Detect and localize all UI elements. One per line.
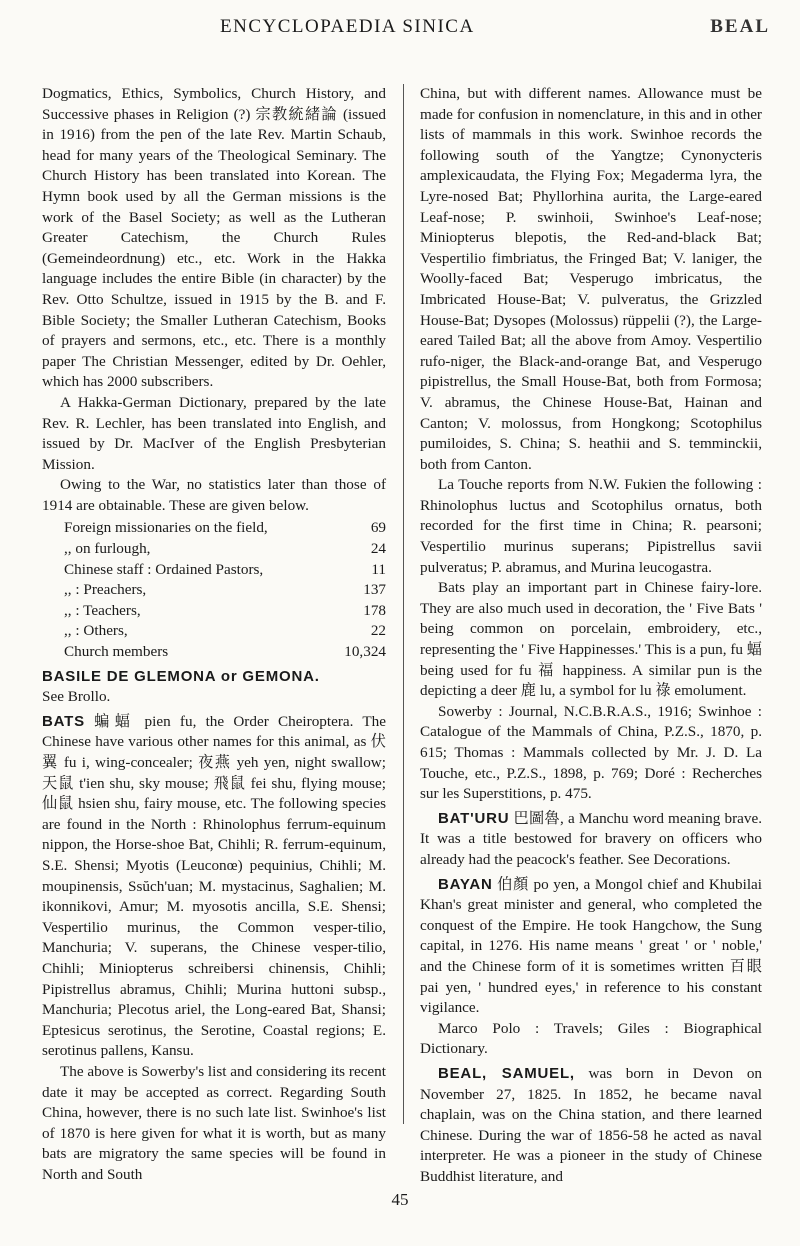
stat-label: ,, : Others, — [64, 622, 128, 640]
table-row — [42, 642, 386, 663]
page-number: 45 — [391, 1190, 409, 1209]
running-word: BEAL — [710, 16, 770, 37]
paragraph-references: Sowerby : Journal, N.C.B.R.A.S., 1916; Swinhoe : Catalogue of the Mammals of China, P.Z.S., 1870, p. 615; Thomas : Mammals collected by Mr. J. D. La Touche, etc., P.Z.S., 1898, p. 769; Doré : Recherches sur les Superstitions, p. 475. — [420, 702, 762, 803]
entry-body: 巴圖魯, a Manchu word meaning brave. It was a title bestowed for bravery on officers who already had the peacock's feather. See Decorations. — [420, 809, 762, 868]
paragraph-dictionary: A Hakka-German Dictionary, prepared by the late Rev. R. Lechler, has been translated into English, and issued by Dr. MacIver of the English Presbyterian Mission. — [42, 393, 386, 473]
entry-body: 伯顏 po yen, a Mongol chief and Khubilai Khan's great minister and general, who completed the conquest of the Empire. He took Hangchow, the Sung capital, in 1276. His name means ' great ' or ' noble,' and the Chinese form of it is sometimes written 百眼 pai yen, ' hundred eyes,' in reference to his constant vigilance. — [420, 875, 762, 1017]
entry-headword: BAYAN — [438, 875, 493, 893]
left-column — [42, 84, 386, 1185]
right-column — [420, 84, 762, 1187]
entry-basile-text: See Brollo. — [42, 688, 111, 706]
stat-label: ,, : Preachers, — [64, 581, 147, 599]
book-title: ENCYCLOPAEDIA SINICA — [220, 16, 475, 37]
entry-beal — [420, 1064, 762, 1188]
table-row — [42, 621, 386, 642]
paragraph-folklore: Bats play an important part in Chinese fairy-lore. They are also much used in decoration, the ' Five Bats ' being common on porcelain, embroidery, etc., representing the ' Five Happinesses.' This is a pun, fu 蝠 being used for fu 福 happiness. A similar pun is the depicting a deer 鹿 lu, a symbol for lu 祿 emolument. — [420, 579, 762, 700]
stat-value: 11 — [371, 560, 386, 578]
entry-bayan-refs: Marco Polo : Travels; Giles : Biographical Dictionary. — [420, 1019, 762, 1058]
stat-value: 10,324 — [344, 643, 386, 661]
entry-headword: BAT'URU — [438, 809, 510, 827]
stat-value: 178 — [363, 601, 386, 619]
column-rule — [403, 84, 404, 1124]
table-row — [42, 518, 386, 539]
stat-value: 24 — [370, 540, 386, 558]
stat-label: ,, : Teachers, — [64, 601, 141, 619]
entry-basile — [42, 667, 386, 688]
running-header — [0, 8, 800, 48]
stat-label: Foreign missionaries on the field, — [64, 519, 268, 537]
stat-value: 69 — [370, 519, 386, 537]
entry-body: 蝙蝠 pien fu, the Order Cheiroptera. The Chinese have various other names for this animal, as 伏翼 fu i, wing-concealer; 夜燕 yeh yen, night swallow; 天鼠 t'ien shu, sky mouse; 飛鼠 fei shu, flying mouse; 仙鼠 hsien shu, fairy mouse, etc. The following species are found in the North : Rhinolophus ferrum-equinum nippon, the Horse-shoe Bat, Chihli; R. ferrum-equinum, S.E. Shensi; Myotis (Leuconœ) pequinius, Chihli; M. moupinensis, Ssŭch'uan; M. mystacinus, Saghalien; M. ikonnikovi, Amur; M. myosotis ancilla, S.E. Shensi; Vespertilio murinus, the Common vesper-tilio, Manchuria; V. superans, the Chinese vesper-tilio, Chihli; Miniopterus schreibersi chinensis, Chihli; Pipistrellus abramus, Chihli; Murina huttoni subsp., Manchuria; Plecotus ariel, the Long-eared Bat, Shansi; Eptesicus serotinus, the Serotine, Coastal regions; E. serotinus pallens, Kansu. — [42, 712, 387, 1060]
paragraph-swinhoe: China, but with different names. Allowance must be made for confusion in nomenclature, in this and in other lists of mammals in this work. Swinhoe records the following south of the Yangtze; Cynonycteris amplexicaudata, the Flying Fox; Megaderma lyra, the Lyre-nosed Bat; Phyllorhina aurita, the Large-eared Leaf-nose; P. swinhoii, Swinhoe's Leaf-nose; Miniopterus blepotis, the Red-and-black Bat; Vespertilio fimbriatus, the Fringed Bat; V. laniger, the Woolly-faced Bat; Vesperugo imbricatus, the Imbricated House-Bat; V. pulveratus, the Grizzled House-Bat; Dysopes (Molossus) rüppelii (?), the Large-eared Tailed Bat; all the above from Amoy. Vespertilio rufo-niger, the Black-and-orange Bat, and Vesperugo pipistrellus, the Small House-Bat, both from Formosa; V. abramus, the Chinese House-Bat, Hainan and Canton; V. molossus, from Hongkong; Scotophilus pumiloides, S. China; S. heathii and S. temminckii, both from Canton. — [420, 85, 762, 473]
entry-headword: BATS — [42, 712, 85, 730]
entry-baturu — [420, 809, 762, 871]
stat-label: ,, on furlough, — [64, 540, 151, 558]
table-row — [42, 539, 386, 560]
entry-headword: BEAL, SAMUEL, — [438, 1064, 575, 1082]
entry-body: was born in Devon on November 27, 1825. In 1852, he became naval chaplain, was on the China station, and there learned Chinese. During the war of 1856-58 he acted as naval interpreter. He was a pioneer in the study of Chinese Buddhist literature, and — [420, 1064, 763, 1185]
stat-value: 137 — [363, 581, 386, 599]
paragraph-missions-literature: Dogmatics, Ethics, Symbolics, Church History, and Successive phases in Religion (?) 宗教統緒論 (issued in 1916) from the pen of the late Rev. Martin Schaub, head for many years of the Theological Seminary. The Church History has been translated into Korean. The Hymn book used by all the German missions is the work of the Basel Society; as well as the Lutheran Greater Catechism, the Church Rules (Gemeindeordnung) etc., etc. Work in the Hakka language includes the entire Bible (in character) by the Rev. Otto Schultze, issued in 1915 by the B. and F. Bible Society; the Smaller Lutheran Catechism, Books of prayers and sermons, etc., etc. There is a monthly paper The Christian Messenger, edited by Dr. Oehler, which has 2000 subscribers. — [42, 85, 386, 391]
statistics-table — [42, 518, 386, 662]
stat-label: Church members — [64, 643, 169, 661]
table-row — [42, 560, 386, 581]
table-row — [42, 601, 386, 622]
stat-label: Chinese staff : Ordained Pastors, — [64, 560, 264, 578]
paragraph-lists: The above is Sowerby's list and considering its recent date it may be accepted as correct. Regarding South China, however, there is no such late list. Swinhoe's list of 1870 is here given for what it is worth, but as many bats are migratory the same species will be found in North and South — [42, 1062, 386, 1183]
entry-headword: BASILE DE GLEMONA or GEMONA. — [42, 667, 320, 685]
stat-value: 22 — [370, 622, 386, 640]
paragraph-statistics-intro: Owing to the War, no statistics later than those of 1914 are obtainable. These are given below. — [42, 476, 386, 514]
paragraph-la-touche: La Touche reports from N.W. Fukien the following : Rhinolophus luctus and Scotophilus ornatus, both recorded for the first time in China; R. pearsoni; Vespertilio murinus superans; Pipistrellus savii pulveratus; P. abramus, and Murina leucogastra. — [420, 476, 762, 576]
entry-bayan — [420, 875, 762, 1019]
table-row — [42, 580, 386, 601]
entry-bats — [42, 712, 386, 1062]
